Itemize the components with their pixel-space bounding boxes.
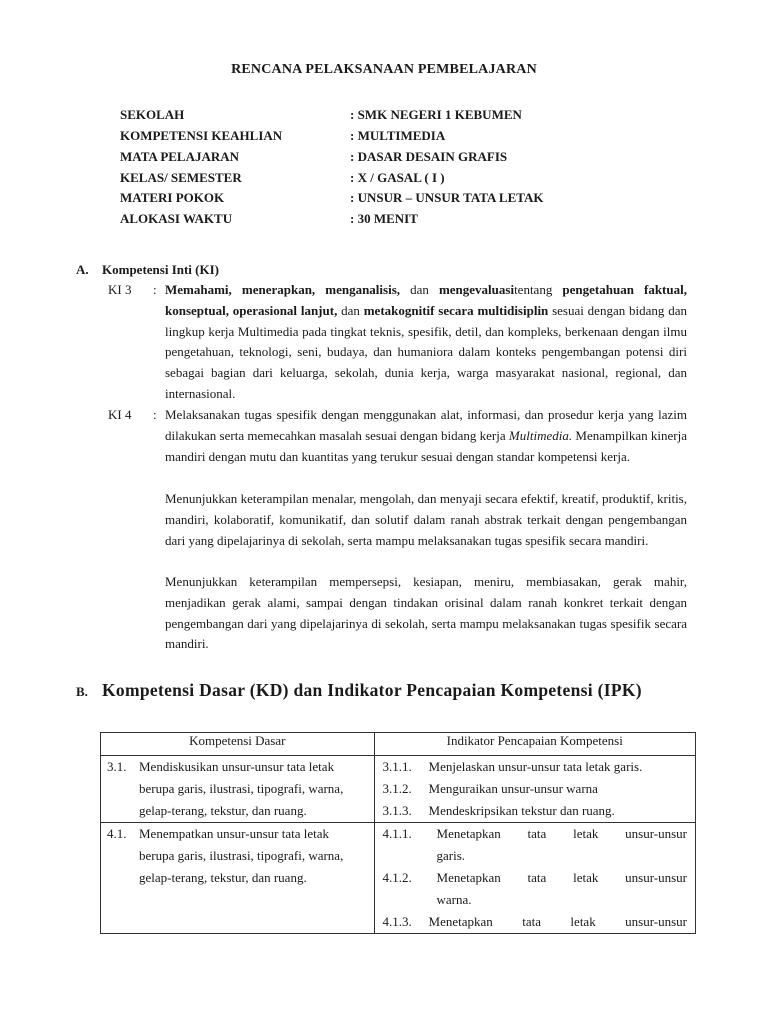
ipk-text: Menetapkan tata letak unsur-unsur bbox=[436, 870, 687, 885]
identity-key: SEKOLAH bbox=[120, 107, 185, 122]
ki4-text: Menampilkan kinerja mandiri dengan mutu dan kuantitas yang terukur sesuai dengan standar kompetensi kerja. bbox=[165, 427, 687, 464]
ipk-item bbox=[375, 756, 695, 778]
ipk-spacer bbox=[383, 889, 437, 911]
ipk-item bbox=[375, 911, 695, 933]
identity-value: : UNSUR – UNSUR TATA LETAK bbox=[350, 190, 544, 205]
table-row bbox=[101, 756, 696, 823]
kd-text: Mendiskusikan unsur-unsur tata letak berupa garis, ilustrasi, tipografi, warna, gelap-terang, tekstur, dan ruang. bbox=[139, 759, 344, 818]
ki3-text: dan bbox=[337, 302, 364, 318]
identity-value: : DASAR DESAIN GRAFIS bbox=[350, 149, 508, 164]
ki4-label: KI 4 bbox=[108, 407, 132, 422]
kd-item bbox=[101, 823, 374, 889]
ki3-paragraph bbox=[165, 280, 687, 405]
identity-value: : MULTIMEDIA bbox=[350, 128, 446, 143]
section-title: Kompetensi Inti (KI) bbox=[102, 262, 219, 277]
ki4-paragraph-2: Menunjukkan keterampilan menalar, mengolah, dan menyaji secara efektif, kreatif, produktif, kritis, mandiri, kolaboratif, komunikatif, dan solutif dalam ranah abstrak terkait dengan pengembangan dari yang dipelajarinya di sekolah, serta mampu melaksanakan tugas spesifik secara mandiri. bbox=[165, 491, 687, 548]
identity-value: : X / GASAL ( I ) bbox=[350, 170, 445, 185]
kd-text: Menempatkan unsur-unsur tata letak berupa garis, ilustrasi, tipografi, warna, gelap-terang, tekstur, dan ruang. bbox=[139, 826, 344, 885]
ki3-text: dan bbox=[400, 282, 439, 297]
ipk-item-cont bbox=[375, 845, 695, 867]
ipk-number: 4.1.3. bbox=[382, 914, 412, 929]
ki4-text: Multimedia. bbox=[508, 427, 573, 443]
identity-value: : 30 MENIT bbox=[350, 211, 418, 226]
ki4-text: Melaksanakan tugas spesifik dengan menggunakan alat, informasi, dan prosedur kerja yang lazim dilakukan serta memecahkan masalah sesuai dengan bidang kerja bbox=[165, 407, 687, 443]
identity-key: MATERI POKOK bbox=[120, 190, 225, 205]
identity-value: : SMK NEGERI 1 KEBUMEN bbox=[350, 107, 522, 122]
table-header-row bbox=[101, 733, 696, 756]
ipk-text: garis. bbox=[436, 848, 466, 863]
kd-cell bbox=[101, 823, 375, 934]
ipk-number: 4.1.1. bbox=[382, 826, 412, 841]
identity-row-kompetensi-keahlian bbox=[120, 128, 720, 148]
identity-row-alokasi-waktu bbox=[120, 211, 720, 231]
ipk-item bbox=[375, 778, 695, 800]
kd-item bbox=[101, 756, 374, 822]
ki3-text: Memahami, menerapkan, menganalisis, bbox=[165, 282, 401, 297]
ipk-text: Mendeskripsikan tekstur dan ruang. bbox=[428, 803, 615, 818]
identity-key: ALOKASI WAKTU bbox=[120, 211, 233, 226]
ipk-item bbox=[375, 800, 695, 822]
ipk-item-cont bbox=[375, 889, 695, 911]
ipk-text: Menetapkan tata letak unsur-unsur bbox=[428, 914, 687, 929]
identity-row-sekolah bbox=[120, 107, 720, 127]
ipk-text: warna. bbox=[436, 892, 472, 907]
ipk-text: Menguraikan unsur-unsur warna bbox=[428, 781, 598, 796]
ki3-text: pengetahuan faktual, konseptual, operasional lanjut, bbox=[165, 282, 687, 318]
kd-number: 3.1. bbox=[107, 759, 127, 774]
ki3-text: metakognitif secara multidisiplin bbox=[363, 302, 549, 318]
document-title: RENCANA PELAKSANAAN PEMBELAJARAN bbox=[231, 62, 537, 77]
ki3-label: KI 3 bbox=[108, 282, 132, 297]
identity-row-mata-pelajaran bbox=[120, 149, 720, 169]
table-row bbox=[101, 823, 696, 934]
table-header: Kompetensi Dasar bbox=[101, 733, 375, 756]
ipk-item bbox=[375, 823, 695, 845]
ipk-text: Menetapkan tata letak unsur-unsur bbox=[436, 826, 687, 841]
ipk-number: 3.1.2. bbox=[382, 781, 412, 796]
section-title: Kompetensi Dasar (KD) dan Indikator Pencapaian Kompetensi (IPK) bbox=[102, 680, 642, 700]
ki3-text: mengevaluasi bbox=[438, 282, 515, 297]
ki4-paragraph-1 bbox=[165, 405, 687, 467]
section-letter: A. bbox=[76, 262, 89, 277]
ipk-spacer bbox=[383, 845, 437, 867]
kd-cell bbox=[101, 756, 375, 823]
ipk-cell bbox=[374, 756, 695, 823]
identity-key: MATA PELAJARAN bbox=[120, 149, 240, 164]
table-header: Indikator Pencapaian Kompetensi bbox=[374, 733, 695, 756]
ipk-number: 3.1.1. bbox=[382, 759, 412, 774]
ipk-number: 4.1.2. bbox=[382, 870, 412, 885]
kd-ipk-table bbox=[100, 732, 696, 934]
section-a-heading bbox=[76, 262, 219, 278]
ipk-item bbox=[375, 867, 695, 889]
identity-row-kelas-semester bbox=[120, 170, 720, 190]
identity-row-materi-pokok bbox=[120, 190, 720, 210]
ki4-paragraph-3: Menunjukkan keterampilan mempersepsi, kesiapan, meniru, membiasakan, gerak mahir, menjadikan gerak alami, sampai dengan tindakan orisinal dalam ranah konkret terkait dengan pengembangan dari yang dipelajarinya di sekolah, serta mampu melaksanakan tugas spesifik secara mandiri. bbox=[165, 574, 687, 652]
ki3-text: tentang bbox=[514, 282, 563, 297]
ki3-text: sesuai dengan bidang dan lingkup kerja Multimedia pada tingkat teknis, spesifik, detil, dan kompleks, berkenaan dengan ilmu pengetahuan, teknologi, seni, budaya, dan humaniora dalam konteks pengembangan potensi diri sebagai bagian dari keluarga, sekolah, dunia kerja, warga masyarakat nasional, regional, dan internasional. bbox=[165, 302, 687, 401]
ipk-text: Menjelaskan unsur-unsur tata letak garis. bbox=[428, 759, 643, 774]
ki4-colon: : bbox=[153, 407, 157, 422]
identity-key: KELAS/ SEMESTER bbox=[120, 170, 242, 185]
kd-number: 4.1. bbox=[107, 826, 127, 841]
section-letter: B. bbox=[76, 684, 88, 699]
ki3-colon: : bbox=[153, 282, 157, 297]
identity-key: KOMPETENSI KEAHLIAN bbox=[120, 128, 283, 143]
ipk-number: 3.1.3. bbox=[382, 803, 412, 818]
ipk-cell bbox=[374, 823, 695, 934]
